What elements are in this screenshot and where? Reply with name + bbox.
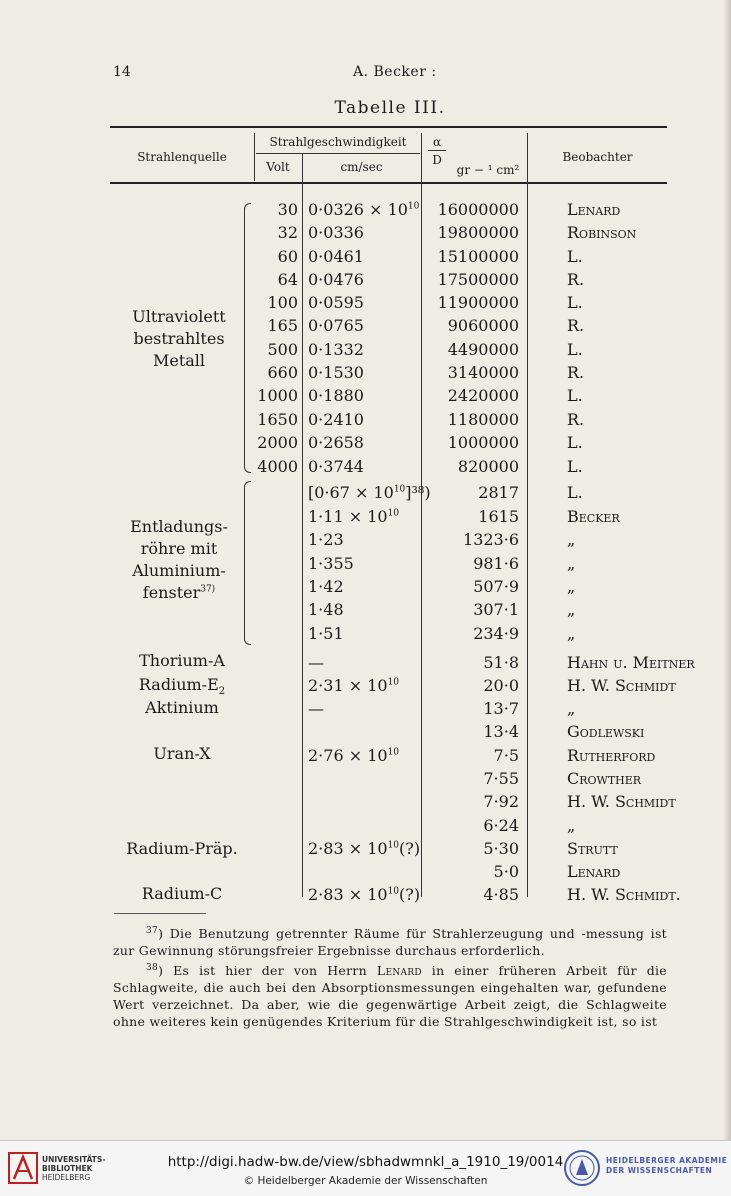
cell-speed: $1\cdot 11 \times 10^{10}$ [308, 507, 400, 526]
cell-observer: Becker [567, 507, 620, 526]
cell-observer: Strutt [567, 839, 618, 858]
cell-speed: 0·1880 [308, 386, 364, 405]
cell-speed: 0·1530 [308, 363, 364, 382]
cell-volt: 4000 [257, 457, 298, 476]
cell-speed: 1·48 [308, 600, 344, 619]
column-divider [527, 133, 528, 897]
cell-volt: 30 [277, 200, 298, 219]
cell-observer: R. [567, 270, 585, 289]
cell-alpha: 5·0 [493, 862, 519, 881]
source-radium-c: Radium-C [141, 884, 223, 903]
cell-speed: 0·0461 [308, 247, 364, 266]
header-cmsec: cm/sec [340, 160, 383, 174]
footnote-rule [114, 913, 206, 914]
header-alpha-unit: gr − ¹ cm² [456, 163, 520, 177]
cell-speed: $0\cdot 0326 \times 10^{10}$ [308, 200, 420, 219]
cell-volt: 100 [267, 293, 298, 312]
cell-alpha: 1180000 [447, 410, 519, 429]
cell-observer: „ [567, 554, 576, 573]
cell-observer: Robinson [567, 223, 637, 242]
cell-alpha: 6·24 [483, 816, 519, 835]
footnote-38: $^{38}$) Es ist hier der von Herrn Lenard in einer früheren Arbeit für die Schlagweite, die auch bei den Absorptionsmessungen eingehalten war, gefundene Wert verzeichnet. Da aber, wie die gegenwärtige Arbeit zeigt, die Schlagweite ohne weiteres kein genügendes Kriterium für die Strahlgeschwindigkeit ist, so ist [113, 962, 667, 1029]
cell-speed: 1·355 [308, 554, 354, 573]
cell-observer: H. W. Schmidt. [567, 885, 681, 904]
cell-volt: 64 [277, 270, 298, 289]
cell-speed: 0·1332 [308, 340, 364, 359]
page-number: 14 [113, 64, 131, 80]
alpha-fraction-bar [428, 150, 446, 151]
cell-observer: Crowther [567, 769, 642, 788]
page-edge-shadow [723, 0, 731, 1140]
cell-alpha: 3140000 [447, 363, 519, 382]
cell-observer: „ [567, 600, 576, 619]
cell-observer: „ [567, 699, 576, 718]
cell-alpha: 1323·6 [463, 530, 519, 549]
cell-speed: 0·0336 [308, 223, 364, 242]
cell-alpha: 51·8 [483, 653, 519, 672]
cell-alpha: 2817 [478, 483, 519, 502]
cell-volt: 500 [267, 340, 298, 359]
cell-alpha: 17500000 [437, 270, 519, 289]
header-speed: Strahlgeschwindigkeit [269, 135, 407, 149]
cell-speed: — [308, 653, 324, 672]
viewer-footer [0, 1140, 731, 1196]
cell-observer: L. [567, 483, 583, 502]
cell-volt: 60 [277, 247, 298, 266]
cell-observer: H. W. Schmidt [567, 676, 676, 695]
table-top-rule [110, 126, 667, 128]
permalink-url[interactable]: http://digi.hadw-bw.de/view/sbhadwmnkl_a_1910_19/0014 [167, 1154, 564, 1170]
source-uran-x: Uran-X [153, 744, 211, 763]
header-volt: Volt [266, 160, 290, 174]
cell-speed: 0·0595 [308, 293, 364, 312]
cell-observer: L. [567, 433, 583, 452]
table-header-rule [110, 182, 667, 184]
cell-observer: Lenard [567, 200, 621, 219]
academy-name: HEIDELBERGER AKADEMIE DER WISSENSCHAFTEN [606, 1156, 728, 1175]
cell-volt: 1000 [257, 386, 298, 405]
source-uv-metal: Ultraviolett bestrahltes Metall [132, 307, 226, 370]
cell-volt: 2000 [257, 433, 298, 452]
cell-observer: R. [567, 316, 585, 335]
cell-speed: 0·3744 [308, 457, 364, 476]
cell-alpha: 981·6 [473, 554, 519, 573]
source-discharge-tube: Entladungs- röhre mit Aluminium- fenster$^{37)}$ [130, 517, 228, 602]
cell-speed: 0·0765 [308, 316, 364, 335]
running-head: A. Becker : [353, 64, 437, 80]
cell-observer: Hahn u. Meitner [567, 653, 695, 672]
cell-alpha: 7·92 [483, 792, 519, 811]
cell-observer: „ [567, 816, 576, 835]
cell-speed: 1·23 [308, 530, 344, 549]
column-divider [421, 133, 422, 897]
cell-alpha: 1615 [478, 507, 519, 526]
cell-speed: 1·42 [308, 577, 344, 596]
cell-observer: „ [567, 530, 576, 549]
speed-group-rule [256, 153, 420, 154]
column-divider [302, 153, 303, 897]
cell-volt: 660 [267, 363, 298, 382]
cell-alpha: 15100000 [437, 247, 519, 266]
cell-observer: Godlewski [567, 722, 645, 741]
source-radium-e2: Radium-$E_2$ [138, 675, 226, 698]
cell-alpha: 20·0 [483, 676, 519, 695]
cell-observer: R. [567, 363, 585, 382]
source-aktinium: Aktinium [145, 698, 219, 717]
cell-speed: — [308, 699, 324, 718]
cell-speed: $2\cdot 83 \times 10^{10}(?)$ [308, 839, 421, 858]
cell-observer: „ [567, 624, 576, 643]
cell-alpha: 4·85 [483, 885, 519, 904]
cell-speed: 1·51 [308, 624, 344, 643]
cell-observer: R. [567, 410, 585, 429]
source-radium-prap: Radium-Präp. [126, 839, 238, 858]
cell-alpha: 5·30 [483, 839, 519, 858]
cell-alpha: 507·9 [473, 577, 519, 596]
header-source: Strahlenquelle [137, 150, 227, 164]
header-alpha: α [432, 135, 442, 149]
cell-observer: „ [567, 577, 576, 596]
cell-volt: 32 [277, 223, 298, 242]
cell-volt: 165 [267, 316, 298, 335]
cell-observer: H. W. Schmidt [567, 792, 676, 811]
cell-observer: L. [567, 457, 583, 476]
cell-alpha: 13·4 [483, 722, 519, 741]
cell-speed: 0·2410 [308, 410, 364, 429]
cell-alpha: 234·9 [473, 624, 519, 643]
footnote-37: $^{37}$) Die Benutzung getrennter Räume für Strahlerzeugung und -messung ist zur Gewinnung störungsfreier Ergebnisse durchaus erforderlich. [113, 925, 667, 958]
cell-observer: Lenard [567, 862, 621, 881]
cell-alpha: 4490000 [447, 340, 519, 359]
cell-alpha: 1000000 [447, 433, 519, 452]
table-caption: Tabelle III. [334, 98, 446, 118]
cell-alpha: 307·1 [473, 600, 519, 619]
cell-alpha: 19800000 [437, 223, 519, 242]
cell-speed: 0·0476 [308, 270, 364, 289]
cell-speed: $[0\cdot 67 \times 10^{10}]^{38}$) [308, 483, 431, 502]
cell-observer: L. [567, 386, 583, 405]
cell-alpha: 13·7 [483, 699, 519, 718]
cell-alpha: 9060000 [447, 316, 519, 335]
cell-observer: L. [567, 340, 583, 359]
cell-speed: 0·2658 [308, 433, 364, 452]
cell-speed: $2\cdot 31 \times 10^{10}$ [308, 676, 400, 695]
cell-observer: Rutherford [567, 746, 656, 765]
cell-alpha: 16000000 [437, 200, 519, 219]
cell-observer: L. [567, 293, 583, 312]
header-observer: Beobachter [562, 150, 633, 164]
cell-alpha: 2420000 [447, 386, 519, 405]
cell-observer: L. [567, 247, 583, 266]
cell-speed: $2\cdot 83 \times 10^{10}(?)$ [308, 885, 421, 904]
cell-volt: 1650 [257, 410, 298, 429]
cell-alpha: 11900000 [437, 293, 519, 312]
header-alpha-denominator: D [432, 153, 442, 167]
university-library-name: UNIVERSITÄTS- BIBLIOTHEK HEIDELBERG [42, 1155, 106, 1182]
academy-seal-icon [563, 1149, 601, 1187]
source-thorium-a: Thorium-A [139, 651, 225, 670]
cell-speed: $2\cdot 76 \times 10^{10}$ [308, 746, 400, 765]
cell-alpha: 7·5 [493, 746, 519, 765]
copyright-notice: © Heidelberger Akademie der Wissenschaften [243, 1175, 488, 1187]
cell-alpha: 820000 [457, 457, 519, 476]
cell-alpha: 7·55 [483, 769, 519, 788]
